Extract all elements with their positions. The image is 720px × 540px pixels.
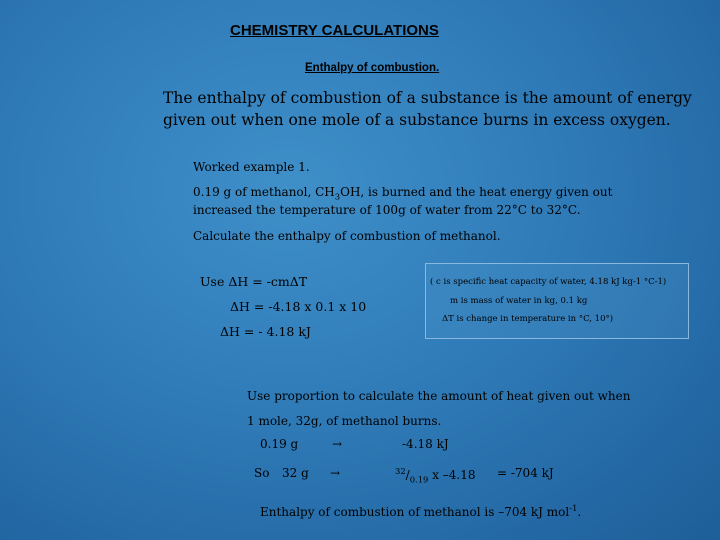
- conclusion: Enthalpy of combustion of methanol is –704 kJ mol$^{-1}$.: [260, 503, 582, 519]
- substitution: ΔH = -4.18 x 0.1 x 10: [230, 299, 367, 314]
- proportion-row1-left: 0.19 g: [260, 437, 299, 451]
- proportion-row2-left: 32 g: [282, 466, 309, 480]
- result: ΔH = - 4.18 kJ: [220, 324, 311, 339]
- proportion-row2-result: = -704 kJ: [497, 466, 554, 480]
- example-heading: Worked example 1.: [193, 160, 310, 174]
- proportion-row2-so: So: [254, 466, 270, 480]
- proportion-intro-1: Use proportion to calculate the amount of heat given out when: [247, 389, 631, 403]
- proportion-fraction: $^{32}/_{0.19}$ x –4.18: [395, 466, 476, 485]
- note-specific-heat: ( c is specific heat capacity of water, 4.18 kJ kg-1 °C-1): [430, 277, 667, 287]
- example-question: Calculate the enthalpy of combustion of methanol.: [193, 229, 501, 243]
- proportion-row1-right: -4.18 kJ: [402, 437, 449, 451]
- definition-line-2: given out when one mole of a substance burns in excess oxygen.: [163, 111, 671, 129]
- example-line-2: increased the temperature of 100g of water from 22°C to 32°C.: [193, 203, 581, 217]
- definition-line-1: The enthalpy of combustion of a substance is the amount of energy: [163, 89, 692, 107]
- proportion-intro-2: 1 mole, 32g, of methanol burns.: [247, 414, 442, 428]
- arrow-icon: →: [330, 466, 341, 480]
- note-mass: m is mass of water in kg, 0.1 kg: [450, 296, 588, 306]
- formula: Use ΔH = -cmΔT: [200, 274, 308, 289]
- arrow-icon: →: [332, 437, 343, 451]
- note-temperature: ΔT is change in temperature in °C, 10°): [442, 314, 614, 324]
- page-subtitle: Enthalpy of combustion.: [305, 62, 440, 74]
- example-line-1: 0.19 g of methanol, $CH_3OH$, is burned and the heat energy given out: [193, 185, 613, 202]
- page-title: CHEMISTRY CALCULATIONS: [230, 22, 439, 39]
